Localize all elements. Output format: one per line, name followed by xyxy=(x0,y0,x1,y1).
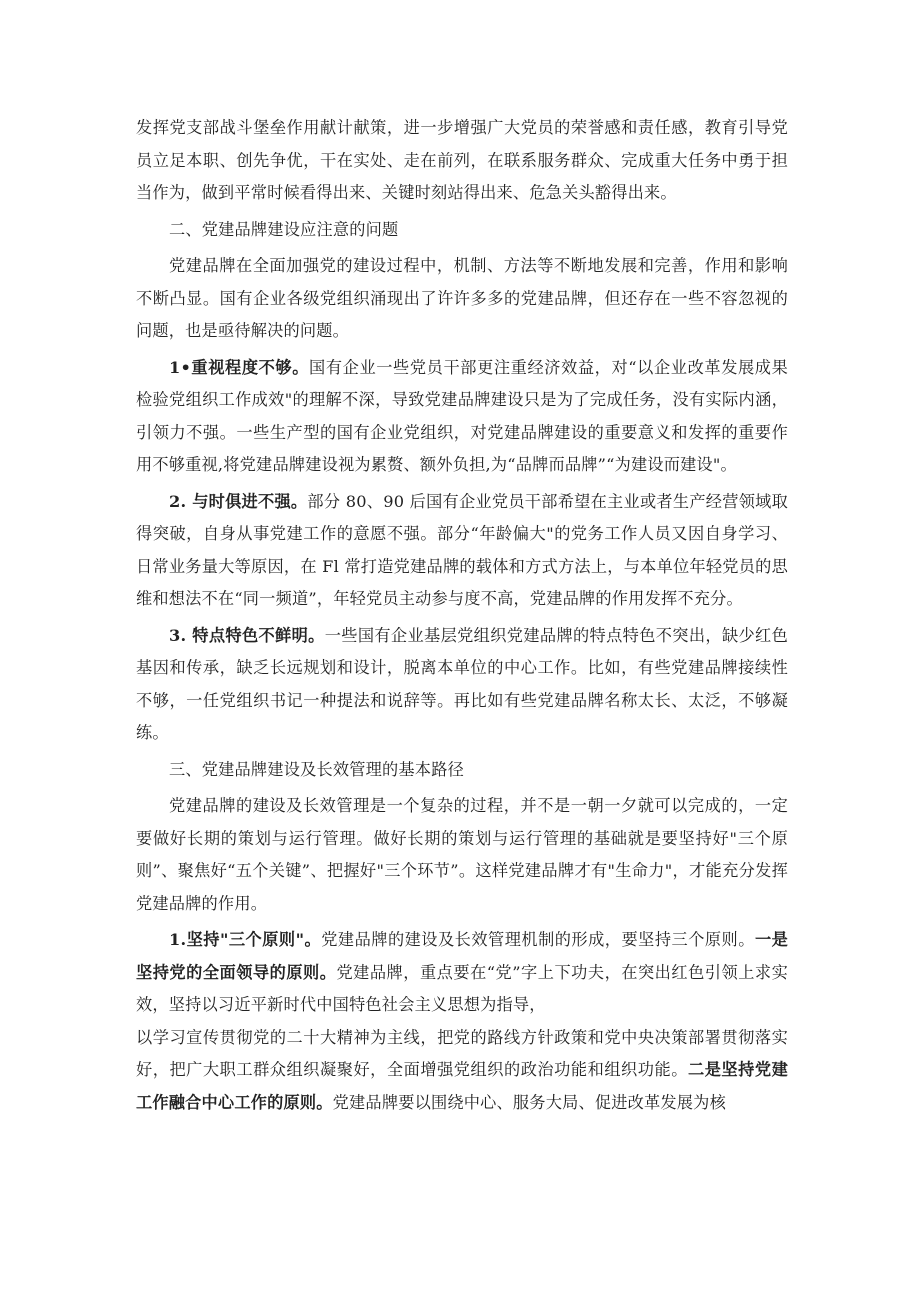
principle-1-title: 一是坚持党的全面领导的原则。 xyxy=(136,930,789,982)
paragraph-section-2-intro: 党建品牌在全面加强党的建设过程中，机制、方法等不断地发展和完善，作用和影响不断凸显。国有企业各级党组织涌现出了许许多多的党建品牌，但还存在一些不容忽视的问题，也是亟待解决的问题。 xyxy=(136,256,788,340)
principles-body-1: 党建品牌的建设及长效管理机制的形成，要坚持三个原则。 xyxy=(321,930,755,949)
principle-1-body: 党建品牌，重点要在“党”字上下功夫，在突出红色引领上求实效，坚持以习近平新时代中国特色社会主义思想为指导， xyxy=(136,962,788,1014)
paragraph-issue-2 xyxy=(136,486,788,616)
section-heading-2: 二、党建品牌建设应注意的问题 xyxy=(169,219,399,239)
section-heading-3: 三、党建品牌建设及长效管理的基本路径 xyxy=(169,759,464,779)
issue-1-body: 国有企业一些党员干部更注重经济效益，对“以企业改革发展成果检验党组织工作成效"的理解不深，导致党建品牌建设只是为了完成任务，没有实际内涵，引领力不强。一些生产型的国有企业党组织，对党建品牌建设的重要意义和发挥的重要作用不够重视,将党建品牌建设视为累赘、额外负担,为“品牌而品牌”“为建设而建设"。 xyxy=(136,357,788,474)
issue-3-title: 3. 特点特色不鲜明。 xyxy=(169,625,325,645)
principle-2-title: 二是坚持党建工作融合中心工作的原则。 xyxy=(136,1060,788,1112)
principle-2-body: 党建品牌要以围绕中心、服务大局、促进改革发展为核 xyxy=(332,1092,726,1112)
paragraph-issue-1 xyxy=(136,352,788,482)
principles-title: 1.坚持"三个原则"。 xyxy=(169,930,322,949)
issue-3-body: 一些国有企业基层党组织党建品牌的特点特色不突出，缺少红色基因和传承，缺乏长远规划和设计，脱离本单位的中心工作。比如，有些党建品牌接续性不够，一任党组织书记一种提法和说辞等。再比如有些党建品牌名称太长、太泛，不够凝练。 xyxy=(136,625,788,742)
document-page xyxy=(136,112,788,1119)
principle-1-body-continued: 以学习宣传贯彻党的二十大精神为主线，把党的路线方针政策和党中央决策部署贯彻落实好，把广大职工群众组织凝聚好，全面增强党组织的政治功能和组织功能。 xyxy=(136,1027,788,1079)
issue-2-title: 2. 与时俱进不强。 xyxy=(169,491,308,511)
paragraph-continuation: 发挥党支部战斗堡垒作用献计献策，进一步增强广大党员的荣誉感和责任感，教育引导党员立足本职、创先争优，干在实处、走在前列，在联系服务群众、完成重大任务中勇于担当作为，做到平常时候看得出来、关键时刻站得出来、危急关头豁得出来。 xyxy=(136,118,788,202)
paragraph-principles-continued xyxy=(136,1022,788,1120)
issue-2-body: 部分 80、90 后国有企业党员干部希望在主业或者生产经营领域取得突破，自身从事党建工作的意愿不强。部分“年龄偏大"的党务工作人员又因自身学习、日常业务量大等原因，在 Fl 常打造党建品牌的载体和方式方法上，与本单位年轻党员的思维和想法不在“同一频道”，年轻党员主动参与度不高，党建品牌的作用发挥不充分。 xyxy=(136,491,788,608)
paragraph-section-3-intro: 党建品牌的建设及长效管理是一个复杂的过程，并不是一朝一夕就可以完成的，一定要做好长期的策划与运行管理。做好长期的策划与运行管理的基础就是要坚持好"三个原则”、聚焦好“五个关键”、把握好"三个环节”。这样党建品牌才有"生命力"，才能充分发挥党建品牌的作用。 xyxy=(136,796,788,913)
paragraph-issue-3 xyxy=(136,620,788,750)
paragraph-principles xyxy=(136,924,788,1022)
issue-1-title: 1•重视程度不够。 xyxy=(169,357,310,377)
